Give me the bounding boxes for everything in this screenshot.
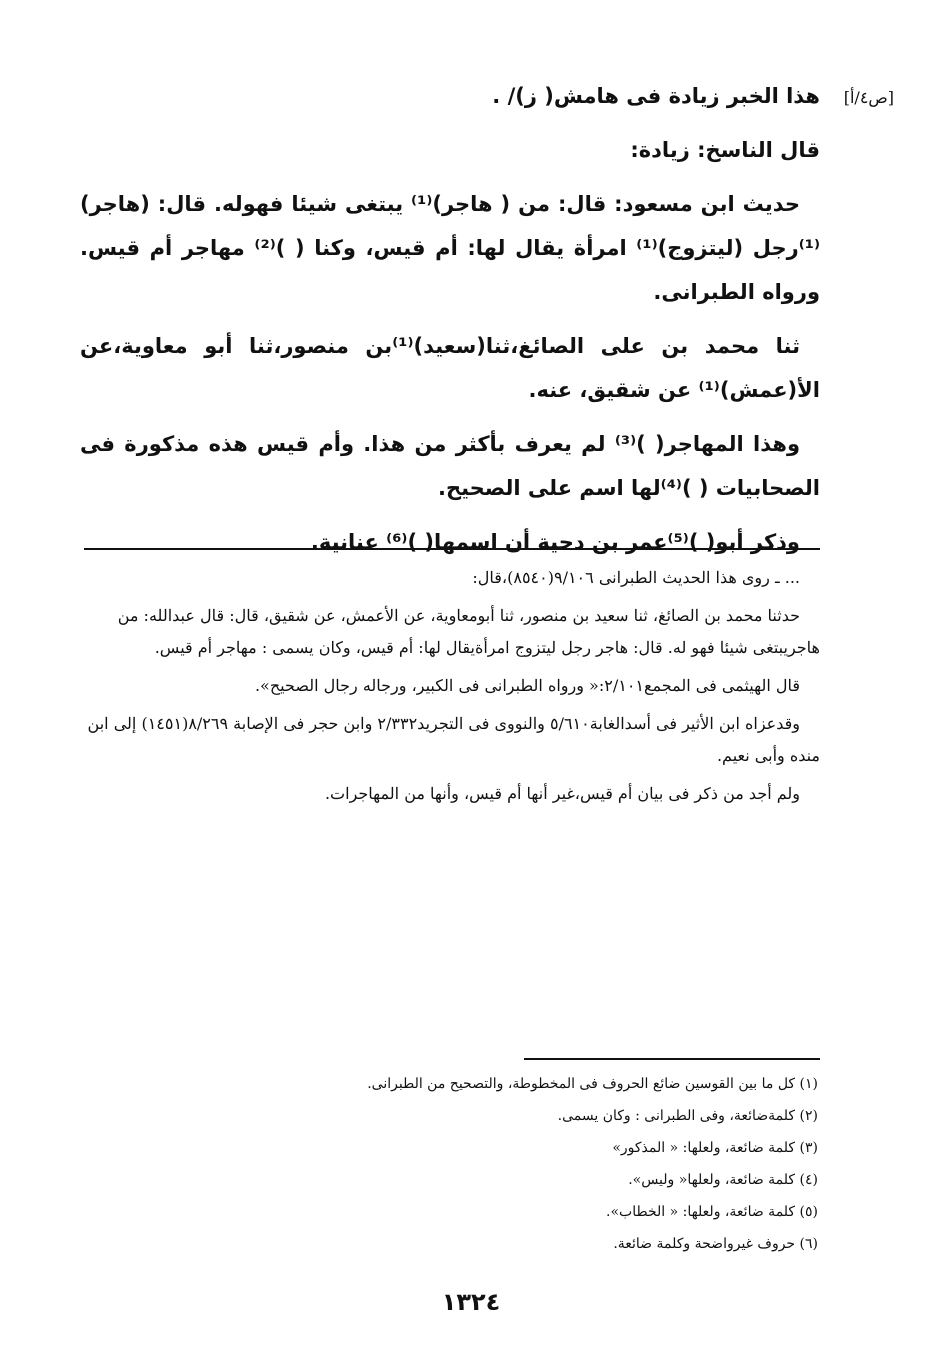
footnotes [318, 1068, 818, 1260]
footnote-3: (٣) كلمة ضائعة، ولعلها: « المذكور» [612, 1140, 818, 1156]
note-4: وقدعزاه ابن الأثير فى أسدالغابة٥/٦١٠ والنووى فى التجريد٢/٣٣٢ وابن حجر فى الإصابة ٨/٢٦٩(١٤٥١) إلى ابن منده وأبى نعيم. [87, 714, 820, 765]
footnote-4: (٤) كلمة ضائعة، ولعلها« وليس». [628, 1172, 818, 1188]
footnote-divider [524, 1058, 820, 1060]
note-3: قال الهيثمى فى المجمع٢/١٠١:« ورواه الطبرانى فى الكبير، ورجاله رجال الصحيح». [254, 676, 800, 695]
page-number: ١٣٢٤ [441, 1288, 501, 1316]
note-1: ... ـ روى هذا الحديث الطبرانى ٩/١٠٦(٨٥٤٠)،قال: [472, 568, 800, 587]
main-paragraph-3: حديث ابن مسعود: قال: من ( هاجر)⁽¹⁾ يبتغى شيئا فهوله. قال: (هاجر)⁽¹⁾رجل (ليتزوج)⁽¹⁾ امرأة يقال لها: أم قيس، وكنا ( )⁽²⁾ مهاجر أم قيس. ورواه الطبرانى. [80, 192, 821, 304]
footnote-6: (٦) حروف غيرواضحة وكلمة ضائعة. [613, 1236, 818, 1252]
main-paragraph-2: قال الناسخ: زيادة: [630, 138, 820, 162]
main-paragraph-5: وهذا المهاجر( )⁽³⁾ لم يعرف بأكثر من هذا. وأم قيس هذه مذكورة فى الصحابيات ( )⁽⁴⁾لها اسم على الصحيح. [80, 432, 820, 500]
main-paragraph-6: وذكر أبو( )⁽⁵⁾عمر بن دحية أن اسمها( )⁽⁶⁾ عنانية. [310, 530, 800, 554]
main-paragraph-1: هذا الخبر زيادة فى هامش( ز)/ . [492, 84, 820, 108]
editor-notes [80, 562, 820, 816]
main-paragraph-4: ثنا محمد بن على الصائغ،ثنا(سعيد)⁽¹⁾بن منصور،ثنا أبو معاوية،عن الأ(عمش)⁽¹⁾ عن شقيق، عنه. [80, 334, 820, 402]
footnote-1: (١) كل ما بين القوسين ضائع الحروف فى المخطوطة، والتصحيح من الطبرانى. [367, 1076, 818, 1092]
manuscript-page-reference: [ص٤/أ] [843, 88, 894, 107]
note-5: ولم أجد من ذكر فى بيان أم قيس،غير أنها أم قيس، وأنها من المهاجرات. [324, 784, 800, 803]
main-divider [84, 548, 820, 550]
footnote-5: (٥) كلمة ضائعة، ولعلها: « الخطاب». [606, 1204, 818, 1220]
note-2: حدثنا محمد بن الصائغ، ثنا سعيد بن منصور، ثنا أبومعاوية، عن الأعمش، عن شقيق، قال: قال عبدالله: من هاجريبتغى شيئا فهو له. قال: هاجر رجل ليتزوج امرأةيقال لها: أم قيس، وكان يسمى : مهاجر أم قيس. [117, 606, 820, 657]
main-text [80, 74, 820, 574]
footnote-2: (٢) كلمةضائعة، وفى الطبرانى : وكان يسمى. [557, 1108, 818, 1124]
